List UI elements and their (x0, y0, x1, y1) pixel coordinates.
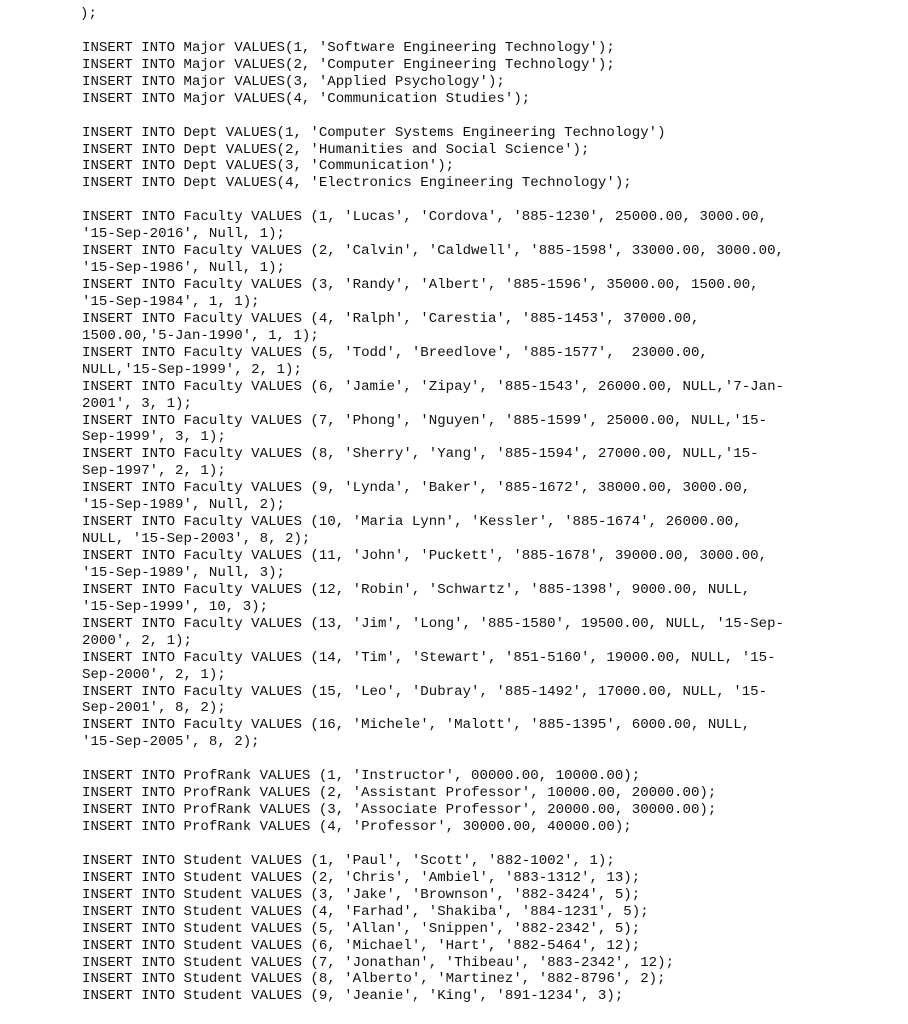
dept-insert-block (82, 125, 882, 193)
dept-insert-line: INSERT INTO Dept VALUES(3, 'Communication'); (82, 158, 455, 175)
faculty-insert-line: INSERT INTO Faculty VALUES (14, 'Tim', 'Stewart', '851-5160', 19000.00, NULL, '15- (82, 649, 776, 666)
faculty-insert-line: Sep-2000', 2, 1); (82, 666, 226, 683)
faculty-insert-line: INSERT INTO Faculty VALUES (8, 'Sherry', 'Yang', '885-1594', 27000.00, NULL,'15- (82, 446, 759, 463)
student-insert-line: INSERT INTO Student VALUES (1, 'Paul', 'Scott', '882-1002', 1); (82, 852, 615, 869)
faculty-insert-line: INSERT INTO Faculty VALUES (5, 'Todd', 'Breedlove', '885-1577', 23000.00, (82, 344, 708, 361)
faculty-insert-line: '15-Sep-1986', Null, 1); (82, 260, 285, 277)
dept-insert-line: INSERT INTO Dept VALUES(2, 'Humanities and Social Science'); (82, 141, 590, 158)
major-insert-block (82, 40, 882, 108)
faculty-insert-line: INSERT INTO Faculty VALUES (12, 'Robin', 'Schwartz', '885-1398', 9000.00, NULL, (82, 581, 751, 598)
faculty-insert-line: INSERT INTO Faculty VALUES (3, 'Randy', 'Albert', '885-1596', 35000.00, 1500.00, (82, 277, 759, 293)
faculty-insert-line: INSERT INTO Faculty VALUES (10, 'Maria Lynn', 'Kessler', '885-1674', 26000.00, (82, 514, 742, 531)
sql-document (82, 6, 882, 1005)
faculty-insert-line: NULL,'15-Sep-1999', 2, 1); (82, 361, 302, 378)
faculty-insert-line: '15-Sep-1989', Null, 2); (82, 497, 285, 514)
faculty-insert-line: Sep-1997', 2, 1); (82, 463, 226, 480)
profrank-insert-block (82, 768, 882, 836)
student-insert-line: INSERT INTO Student VALUES (5, 'Allan', 'Snippen', '882-2342', 5); (82, 920, 641, 937)
profrank-insert-line: INSERT INTO ProfRank VALUES (3, 'Associate Professor', 20000.00, 30000.00); (82, 802, 717, 819)
faculty-insert-line: INSERT INTO Faculty VALUES (2, 'Calvin', 'Caldwell', '885-1598', 33000.00, 3000.00, (82, 243, 784, 260)
profrank-insert-line: INSERT INTO ProfRank VALUES (1, 'Instructor', 00000.00, 10000.00); (82, 768, 641, 785)
major-insert-line: INSERT INTO Major VALUES(4, 'Communication Studies'); (82, 90, 531, 107)
faculty-insert-line: INSERT INTO Faculty VALUES (7, 'Phong', 'Nguyen', '885-1599', 25000.00, NULL,'15- (82, 412, 768, 429)
faculty-insert-line: INSERT INTO Faculty VALUES (1, 'Lucas', 'Cordova', '885-1230', 25000.00, 3000.00, (82, 209, 768, 226)
faculty-insert-line: INSERT INTO Faculty VALUES (16, 'Michele', 'Malott', '885-1395', 6000.00, NULL, (82, 717, 751, 734)
faculty-insert-line: '15-Sep-2016', Null, 1); (82, 226, 285, 243)
student-insert-line: INSERT INTO Student VALUES (2, 'Chris', 'Ambiel', '883-1312', 13); (82, 869, 641, 886)
faculty-insert-line: NULL, '15-Sep-2003', 8, 2); (82, 531, 311, 548)
faculty-insert-line: 2001', 3, 1); (82, 395, 192, 412)
faculty-insert-line: INSERT INTO Faculty VALUES (11, 'John', 'Puckett', '885-1678', 39000.00, 3000.00, (82, 548, 768, 564)
student-insert-line: INSERT INTO Student VALUES (6, 'Michael', 'Hart', '882-5464', 12); (82, 937, 641, 954)
profrank-insert-line: INSERT INTO ProfRank VALUES (4, 'Professor', 30000.00, 40000.00); (82, 819, 632, 835)
major-insert-line: INSERT INTO Major VALUES(1, 'Software Engineering Technology'); (82, 39, 615, 56)
faculty-insert-line: '15-Sep-2005', 8, 2); (82, 734, 260, 751)
student-insert-line: INSERT INTO Student VALUES (3, 'Jake', 'Brownson', '882-3424', 5); (82, 886, 641, 903)
faculty-insert-line: INSERT INTO Faculty VALUES (6, 'Jamie', 'Zipay', '885-1543', 26000.00, NULL,'7-Jan- (82, 378, 784, 395)
faculty-insert-line: INSERT INTO Faculty VALUES (4, 'Ralph', 'Carestia', '885-1453', 37000.00, (82, 310, 700, 327)
profrank-insert-line: INSERT INTO ProfRank VALUES (2, 'Assistant Professor', 10000.00, 20000.00); (82, 785, 717, 802)
faculty-insert-line: INSERT INTO Faculty VALUES (13, 'Jim', 'Long', '885-1580', 19500.00, NULL, '15-Sep- (82, 615, 784, 632)
faculty-insert-line: '15-Sep-1989', Null, 3); (82, 564, 285, 581)
faculty-insert-line: INSERT INTO Faculty VALUES (15, 'Leo', 'Dubray', '885-1492', 17000.00, NULL, '15- (82, 683, 768, 700)
dept-insert-line: INSERT INTO Dept VALUES(1, 'Computer Systems Engineering Technology') (82, 124, 666, 141)
faculty-insert-line: 1500.00,'5-Jan-1990', 1, 1); (82, 327, 319, 344)
faculty-insert-line: 2000', 2, 1); (82, 632, 192, 649)
student-insert-line: INSERT INTO Student VALUES (7, 'Jonathan', 'Thibeau', '883-2342', 12); (82, 954, 675, 971)
faculty-insert-line: INSERT INTO Faculty VALUES (9, 'Lynda', 'Baker', '885-1672', 38000.00, 3000.00, (82, 480, 751, 497)
faculty-insert-line: '15-Sep-1984', 1, 1); (82, 293, 260, 310)
faculty-insert-block (82, 209, 882, 751)
dept-insert-line: INSERT INTO Dept VALUES(4, 'Electronics Engineering Technology'); (82, 175, 632, 192)
major-insert-line: INSERT INTO Major VALUES(3, 'Applied Psychology'); (82, 73, 505, 90)
student-insert-line: INSERT INTO Student VALUES (4, 'Farhad', 'Shakiba', '884-1231', 5); (82, 903, 649, 920)
faculty-insert-line: Sep-2001', 8, 2); (82, 700, 226, 717)
student-insert-line: INSERT INTO Student VALUES (8, 'Alberto', 'Martinez', '882-8796', 2); (82, 971, 666, 988)
student-insert-line: INSERT INTO Student VALUES (9, 'Jeanie', 'King', '891-1234', 3); (82, 988, 624, 1005)
faculty-insert-line: Sep-1999', 3, 1); (82, 429, 226, 446)
major-insert-line: INSERT INTO Major VALUES(2, 'Computer Engineering Technology'); (82, 56, 615, 73)
student-insert-block (82, 853, 882, 1005)
faculty-insert-line: '15-Sep-1999', 10, 3); (82, 598, 269, 615)
closing-paren-line: ); (80, 6, 97, 22)
